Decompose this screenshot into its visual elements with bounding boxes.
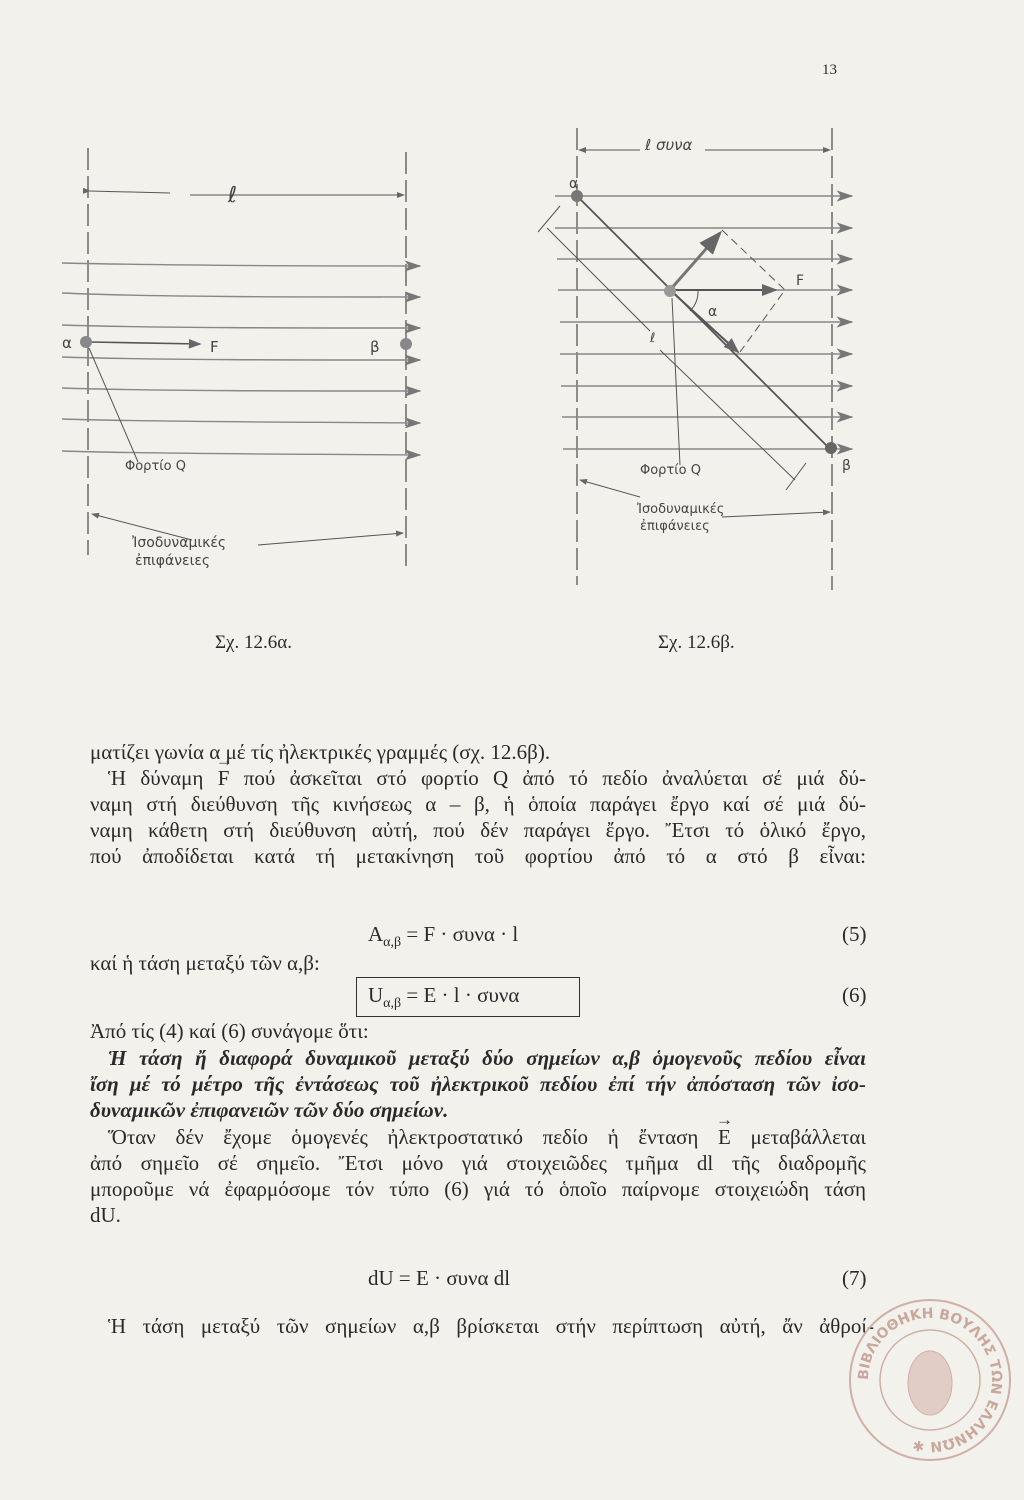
text-line: ἀπό σημεῖο σέ σημεῖο. Ἔτσι μόνο γιά στοιχειῶδες τμῆμα dl τῆς διαδρομῆς xyxy=(90,1151,866,1175)
label-angle-b: α xyxy=(708,304,718,320)
label-alpha-a: α xyxy=(62,334,72,352)
caption-a: Σχ. 12.6α. xyxy=(215,632,292,653)
point-alpha-a xyxy=(80,336,92,348)
page-number: 13 xyxy=(822,62,837,78)
equation-7-number: (7) xyxy=(842,1266,867,1290)
label-charge-b: Φορτίο Q xyxy=(640,463,701,478)
label-length-a: ℓ xyxy=(228,183,238,208)
equation-6-number: (6) xyxy=(842,983,867,1007)
label-charge-a: Φορτίο Q xyxy=(125,459,186,474)
label-force-a: F xyxy=(210,338,219,356)
text-line: Ἡ τάση μεταξύ τῶν σημείων α,β βρίσκεται στήν περίπτωση αὐτή, ἄν ἀθροί- xyxy=(108,1314,874,1338)
library-stamp xyxy=(845,1295,1015,1465)
perpendicular-component xyxy=(670,233,720,290)
text-line: Ἀπό τίς (4) καί (6) συνάγομε ὅτι: xyxy=(90,1019,369,1043)
text-line: Ὅταν δέν ἔχομε ὁμογενές ἠλεκτροστατικό πεδίο ἡ ἔνταση → E μεταβάλλεται xyxy=(108,1124,866,1150)
text-line: dU. xyxy=(90,1203,121,1227)
label-surfaces-a-2: ἐπιφάνειες xyxy=(135,553,211,569)
point-beta-b xyxy=(825,442,837,454)
equation-6: $U_{\alpha,\beta} = E \cdot l \cdot \sigma\upsilon\nu\alpha$ xyxy=(368,983,520,1012)
figures xyxy=(0,0,1024,620)
theorem-line: δυναμικῶν ἐπιφανειῶν τῶν δύο σημείων. xyxy=(90,1098,449,1122)
charge-leader-a xyxy=(89,348,138,462)
equation-7: dU = E · συνα dl xyxy=(368,1266,511,1290)
text-line: ναμη στή διεύθυνση τῆς κινήσεως α – β, ἡ ὁποία παράγει ἔργο καί σέ μιά δύ- xyxy=(90,792,866,816)
point-beta-a xyxy=(400,338,412,350)
figure-a xyxy=(62,148,420,572)
label-length-b: ℓ συνα xyxy=(645,136,693,154)
parallel-component xyxy=(670,290,738,352)
text-line: καί ἡ τάση μεταξύ τῶν α,β: xyxy=(90,951,320,975)
field-lines-a xyxy=(62,263,420,455)
text-line: μπορoῦμε νά ἐφαρμόσομε τόν τύπο (6) γιά τό ὁποῖο παίρνομε στοιχειώδη τάση xyxy=(90,1177,866,1201)
label-force-b: F xyxy=(796,273,805,289)
charge-q-b xyxy=(664,285,676,297)
label-surfaces-b-2: ἐπιφάνειες xyxy=(640,519,710,534)
caption-b: Σχ. 12.6β. xyxy=(658,632,735,653)
text-line: Ἡ δύναμη → F πού ἀσκεῖται στό φορτίο Q ἀπό τό πεδίο ἀναλύεται σέ μιά δύ- xyxy=(108,765,866,791)
text-line: ναμη κάθετη στή διεύθυνση αὐτή, πού δέν παράγει ἔργο. Ἔτσι τό ὁλικό ἔργο, xyxy=(90,818,866,842)
label-surfaces-a-1: Ἰσοδυναμικές xyxy=(132,535,227,551)
text-line: πού ἀποδίδεται κατά τή μετακίνηση τοῦ φορτίου ἀπό τό α στό β εἶναι: xyxy=(90,844,866,868)
force-arrow-a xyxy=(90,342,200,344)
text-line: ματίζει γωνία α μέ τίς ἠλεκτρικές γραμμές (σχ. 12.6β). xyxy=(90,740,551,764)
path-alpha-beta xyxy=(577,196,831,450)
theorem-line: ἴση μέ τό μέτρο τῆς ἐντάσεως τοῦ ἠλεκτρικοῦ πεδίου ἐπί τήν ἀπόσταση τῶν ἰσο- xyxy=(90,1072,866,1096)
label-beta-b: β xyxy=(842,458,851,474)
equation-5-number: (5) xyxy=(842,922,867,946)
label-surfaces-b-1: Ἰσοδυναμικές xyxy=(637,502,725,517)
label-diag-b: ℓ xyxy=(650,331,656,346)
equation-5: $A_{\alpha,\beta} = F \cdot \sigma\upsilon\nu\alpha \cdot l$ xyxy=(368,922,519,951)
angle-arc xyxy=(690,290,698,311)
label-alpha-b: α xyxy=(569,176,579,192)
theorem-line: Ἡ τάση ἤ διαφορά δυναμικοῦ μεταξύ δύο σημείων α,β ὁμογενοῦς πεδίου εἶναι xyxy=(108,1046,866,1070)
svg-text:ΒΙΒΛΙΟΘΗΚΗ ΒΟΥΛΗΣ ΤΩΝ ΕΛΛΗΝΩΝ: ΒΙΒΛΙΟΘΗΚΗ ΒΟΥΛΗΣ ΤΩΝ ΕΛΛΗΝΩΝ ✱ xyxy=(855,1305,1005,1455)
label-beta-a: β xyxy=(370,338,380,356)
